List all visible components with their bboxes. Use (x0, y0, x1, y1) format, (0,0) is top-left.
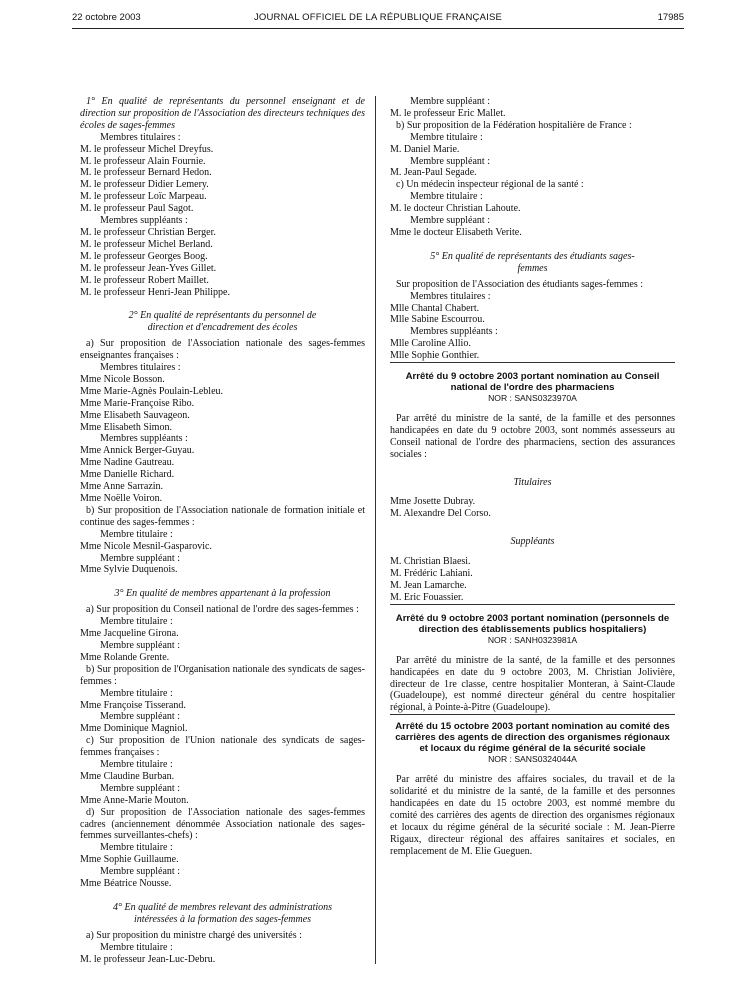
member-role-label: Membres titulaires : (100, 131, 181, 143)
member-role-label: Membre suppléant : (410, 215, 490, 227)
member-role-label: Membre titulaire : (100, 687, 173, 699)
member-role-label: Membres suppléants : (410, 326, 498, 338)
member-role-label: Membre suppléant : (100, 866, 180, 878)
member-name: M. le professeur Didier Lemery. (80, 179, 209, 191)
paragraph: b) Sur proposition de l'Association nationale de formation initiale et continue des sages-femmes : (80, 504, 365, 528)
member-role-label: Membre suppléant : (100, 782, 180, 794)
member-name: Mme Anne-Marie Mouton. (80, 794, 189, 806)
member-name: M. Daniel Marie. (390, 143, 460, 155)
spacer (390, 520, 675, 536)
spacer (390, 766, 675, 774)
spacer (390, 605, 675, 613)
member-name: Mme Sophie Guillaume. (80, 854, 179, 866)
journal-title: JOURNAL OFFICIEL DE LA RÉPUBLIQUE FRANÇAISE (253, 12, 503, 23)
subheading: Titulaires (513, 476, 552, 488)
member-name: M. le professeur Christian Berger. (80, 226, 216, 238)
member-role-label: Membre titulaire : (100, 842, 173, 854)
paragraph: a) Sur proposition de l'Association nationale des sages-femmes enseignantes françaises : (80, 338, 365, 362)
decree-title: Arrêté du 9 octobre 2003 portant nomination (personnels de direction des établissements publics hospitaliers) (395, 612, 670, 635)
member-role-label: Membres suppléants : (100, 215, 188, 227)
member-name: M. le professeur Robert Maillet. (80, 274, 209, 286)
member-name: Mme Claudine Burban. (80, 770, 175, 782)
member-name: M. le professeur Jean-Yves Gillet. (80, 262, 217, 274)
section-heading: 3° En qualité de membres appartenant à la profession (114, 588, 331, 600)
paragraph: a) Sur proposition du Conseil national de l'ordre des sages-femmes : (86, 604, 359, 616)
member-role-label: Membre suppléant : (100, 711, 180, 723)
member-name: M. le professeur Georges Boog. (80, 250, 208, 262)
member-name: Mme Marie-Françoise Ribo. (80, 397, 195, 409)
member-name: Mlle Sabine Escourrou. (390, 314, 485, 326)
page-header (72, 12, 684, 26)
member-role-label: Membres titulaires : (100, 362, 181, 374)
member-name: Mme Marie-Agnès Poulain-Lebleu. (80, 385, 224, 397)
spacer (390, 461, 675, 477)
header-date: 22 octobre 2003 (72, 12, 141, 23)
member-name: M. le professeur Michel Berland. (80, 238, 213, 250)
member-name: Mme Nicole Mesnil-Gasparovic. (80, 540, 212, 552)
nor-reference: NOR : SANS0323970A (488, 393, 577, 404)
member-name: M. le docteur Christian Lahoute. (390, 203, 521, 215)
member-role-label: Membre titulaire : (100, 759, 173, 771)
member-name: Mme Jacqueline Girona. (80, 628, 179, 640)
member-role-label: Membres titulaires : (410, 290, 491, 302)
member-name: M. le professeur Michel Dreyfus. (80, 143, 214, 155)
column-divider (375, 96, 376, 964)
member-name: M. le professeur Bernard Hedon. (80, 167, 212, 179)
member-name: M. Alexandre Del Corso. (390, 508, 491, 520)
member-name: Mme Elisabeth Sauvageon. (80, 409, 190, 421)
member-name: Mme Sylvie Duquenois. (80, 564, 178, 576)
member-role-label: Membre suppléant : (100, 639, 180, 651)
section-heading: 5° En qualité de représentants des étudiants sages-femmes (430, 250, 635, 274)
member-name: Mlle Caroline Allio. (390, 338, 471, 350)
member-name: Mlle Chantal Chabert. (390, 302, 480, 314)
paragraph: b) Sur proposition de l'Organisation nationale des syndicats de sages-femmes : (80, 663, 365, 687)
section-heading: 2° En qualité de représentants du personnel de direction et d'encadrement des écoles (128, 310, 317, 334)
member-name: Mme Noëlle Voiron. (80, 493, 163, 504)
header-rule (72, 28, 684, 29)
paragraph: b) Sur proposition de la Fédération hospitalière de France : (396, 119, 632, 131)
member-name: Mlle Sophie Gonthier. (390, 350, 480, 362)
member-role-label: Membre titulaire : (100, 616, 173, 628)
paragraph: Sur proposition de l'Association des étudiants sages-femmes : (396, 278, 644, 290)
member-name: Mme Nicole Bosson. (80, 373, 165, 385)
member-name: M. le professeur Eric Mallet. (390, 107, 506, 119)
right-column (390, 96, 675, 858)
member-name: Mme Josette Dubray. (390, 496, 476, 508)
spacer (390, 239, 675, 251)
paragraph: d) Sur proposition de l'Association nationale des sages-femmes cadres (anciennement dénommée Association nationale des sages-femmes surveillantes-chefs) : (80, 806, 365, 842)
member-name: Mme le docteur Elisabeth Verite. (390, 226, 522, 238)
member-name: M. Christian Blaesi. (390, 556, 471, 568)
paragraph: Par arrêté du ministre de la santé, de la famille et des personnes handicapées en date du 9 octobre 2003, M. Christian Jolivière, directeur de 1re classe, centre hospitalier Monteran, à Saint-Claude (Guadeloupe), est nommé directeur général du centre hospitalier régional, à Pointe-à-Pitre (Guadeloupe). (390, 654, 675, 714)
nor-reference: NOR : SANS0324044A (488, 754, 577, 765)
spacer (80, 576, 365, 588)
member-role-label: Membre suppléant : (100, 552, 180, 564)
member-role-label: Membres suppléants : (100, 433, 188, 445)
section-heading: 4° En qualité de membres relevant des administrations intéressées à la formation des sages-femmes (112, 902, 333, 925)
member-name: M. le professeur Loïc Marpeau. (80, 191, 207, 203)
member-name: M. Jean Lamarche. (390, 580, 467, 591)
member-name: M. le professeur Paul Sagot. (80, 203, 194, 215)
spacer (390, 488, 675, 496)
member-name: M. le professeur Jean-Luc-Debru. (80, 953, 216, 965)
decree-title: Arrêté du 9 octobre 2003 portant nomination au Conseil national de l'ordre des pharmaciens (405, 371, 660, 394)
member-role-label: Membre titulaire : (100, 528, 173, 540)
member-role-label: Membre titulaire : (410, 191, 483, 203)
member-name: M. Jean-Paul Segade. (390, 167, 477, 179)
paragraph: a) Sur proposition du ministre chargé des universités : (86, 929, 302, 941)
paragraph: c) Un médecin inspecteur régional de la santé : (396, 179, 584, 191)
spacer (390, 647, 675, 655)
member-name: M. Frédéric Lahiani. (390, 568, 473, 580)
nor-reference: NOR : SANH0323981A (487, 634, 578, 645)
member-name: Mme Nadine Gautreau. (80, 457, 175, 469)
member-name: Mme Elisabeth Simon. (80, 421, 172, 433)
member-role-label: Membre titulaire : (100, 941, 173, 953)
member-name: M. le professeur Henri-Jean Philippe. (80, 286, 230, 298)
paragraph: Par arrêté du ministre des affaires sociales, du travail et de la solidarité et du ministre de la santé, de la famille et des personnes handicapées en date du 15 octobre 2003, est nommé membre du comité des carrières des agents de direction des organismes régionaux et locaux du régime général de la sécurité sociale : M. Jean-Pierre Rigaux, directeur régional des affaires sanitaires et sociales, en remplacement de M. Elie Gueguen. (390, 774, 675, 857)
member-name: Mme Anne Sarrazin. (80, 481, 164, 493)
left-column (80, 96, 365, 966)
spacer (80, 890, 365, 902)
spacer (390, 548, 675, 556)
member-name: Mme Rolande Grente. (80, 651, 170, 663)
decree-title: Arrêté du 15 octobre 2003 portant nomination au comité des carrières des agents de direction des organismes régionaux et locaux du régime général de la sécurité sociale (395, 721, 670, 755)
member-name: Mme Béatrice Nousse. (80, 878, 172, 890)
member-name: Mme Françoise Tisserand. (80, 699, 186, 711)
paragraph: Par arrêté du ministre de la santé, de la famille et des personnes handicapées en date du 9 octobre 2003, sont nommés assesseurs au Conseil national de l'ordre des pharmaciens, section des assurances sociales : (390, 412, 675, 460)
paragraph: 1° En qualité de représentants du personnel enseignant et de direction sur proposition de l'Association des directeurs techniques des écoles de sages-femmes (80, 96, 365, 131)
member-name: Mme Annick Berger-Guyau. (80, 445, 195, 457)
member-role-label: Membre titulaire : (410, 131, 483, 143)
member-name: M. le professeur Alain Fournie. (80, 155, 206, 167)
member-name: Mme Danielle Richard. (80, 469, 175, 481)
member-name: M. Eric Fouassier. (390, 591, 464, 603)
spacer (390, 405, 675, 413)
spacer (390, 363, 675, 371)
member-role-label: Membre suppléant : (410, 96, 490, 107)
paragraph: c) Sur proposition de l'Union nationale des syndicats de sages-femmes françaises : (80, 735, 365, 759)
spacer (80, 298, 365, 310)
member-role-label: Membre suppléant : (410, 155, 490, 167)
member-name: Mme Dominique Magniol. (80, 723, 188, 735)
page-number: 17985 (657, 12, 684, 23)
subheading: Suppléants (510, 536, 555, 548)
